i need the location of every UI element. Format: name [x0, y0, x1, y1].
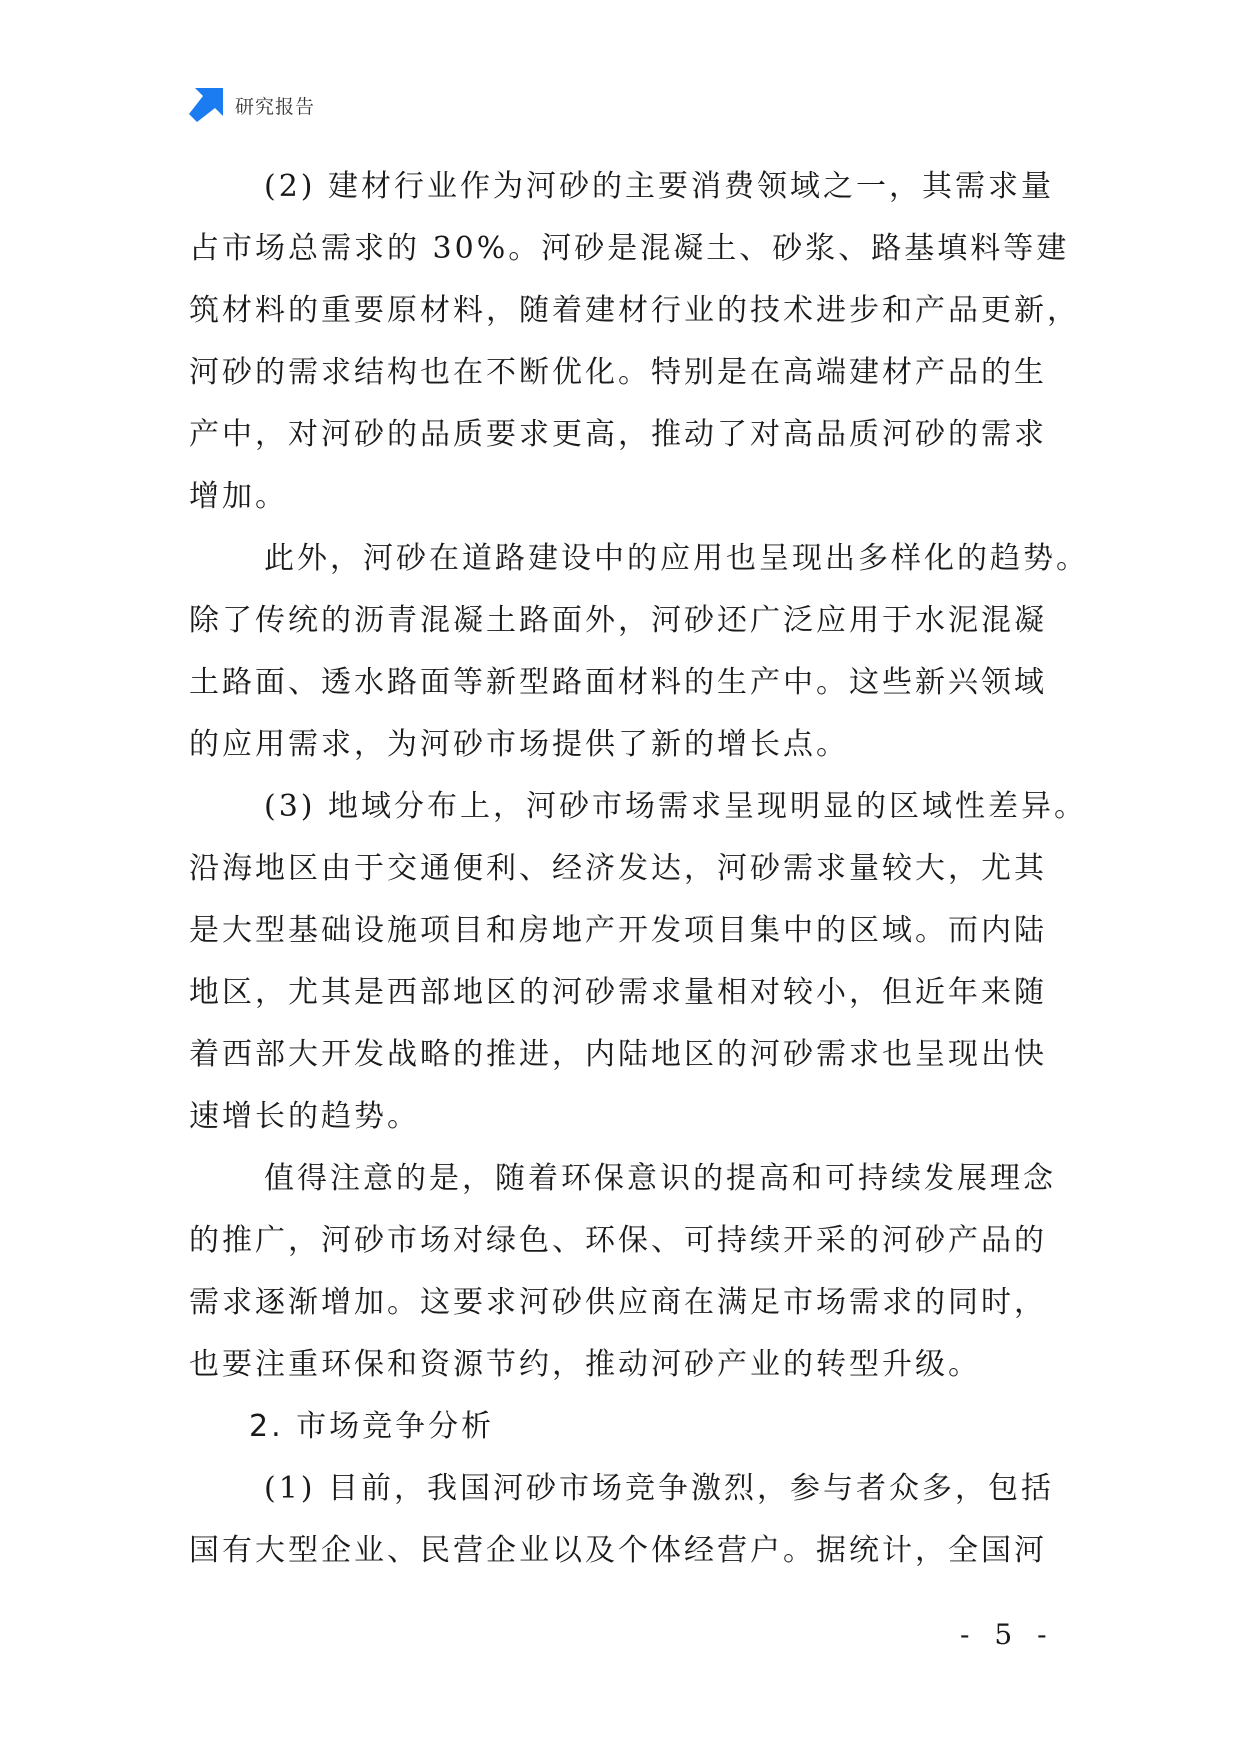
arrow-up-right-icon	[189, 88, 223, 122]
text-line: 产中，对河砂的品质要求更高，推动了对高品质河砂的需求	[189, 417, 1047, 452]
section-heading: 2. 市场竞争分析	[249, 1409, 495, 1444]
text-line: 是大型基础设施项目和房地产开发项目集中的区域。而内陆	[189, 913, 1047, 948]
text-line: 河砂的需求结构也在不断优化。特别是在高端建材产品的生	[189, 355, 1047, 390]
text-line: 增加。	[189, 479, 288, 514]
text-line: 国有大型企业、民营企业以及个体经营户。据统计，全国河	[189, 1533, 1047, 1568]
text-line: 沿海地区由于交通便利、经济发达，河砂需求量较大，尤其	[189, 851, 1047, 886]
text-line: 值得注意的是，随着环保意识的提高和可持续发展理念	[264, 1161, 1056, 1196]
text-line: 土路面、透水路面等新型路面材料的生产中。这些新兴领域	[189, 665, 1047, 700]
text-line: 筑材料的重要原材料，随着建材行业的技术进步和产品更新，	[189, 293, 1080, 328]
page-number: - 5 -	[960, 1618, 1055, 1651]
text-line: 着西部大开发战略的推进，内陆地区的河砂需求也呈现出快	[189, 1037, 1047, 1072]
text-line: (1) 目前，我国河砂市场竞争激烈，参与者众多，包括	[264, 1471, 1055, 1506]
header-title: 研究报告	[235, 95, 316, 118]
text-line: 也要注重环保和资源节约，推动河砂产业的转型升级。	[189, 1347, 981, 1382]
report-header	[189, 88, 315, 122]
text-line: 的推广，河砂市场对绿色、环保、可持续开采的河砂产品的	[189, 1223, 1047, 1258]
text-line: (2) 建材行业作为河砂的主要消费领域之一，其需求量	[264, 169, 1055, 204]
text-line: 除了传统的沥青混凝土路面外，河砂还广泛应用于水泥混凝	[189, 603, 1047, 638]
body-text	[189, 156, 1089, 1582]
text-line: 需求逐渐增加。这要求河砂供应商在满足市场需求的同时，	[189, 1285, 1047, 1320]
text-line: 地区，尤其是西部地区的河砂需求量相对较小，但近年来随	[189, 975, 1047, 1010]
text-line: 的应用需求，为河砂市场提供了新的增长点。	[189, 727, 849, 762]
text-line: (3) 地域分布上，河砂市场需求呈现明显的区域性差异。	[264, 789, 1088, 824]
text-line: 占市场总需求的 30%。河砂是混凝土、砂浆、路基填料等建	[189, 231, 1070, 266]
text-line: 速增长的趋势。	[189, 1099, 420, 1134]
text-line: 此外，河砂在道路建设中的应用也呈现出多样化的趋势。	[264, 541, 1089, 576]
